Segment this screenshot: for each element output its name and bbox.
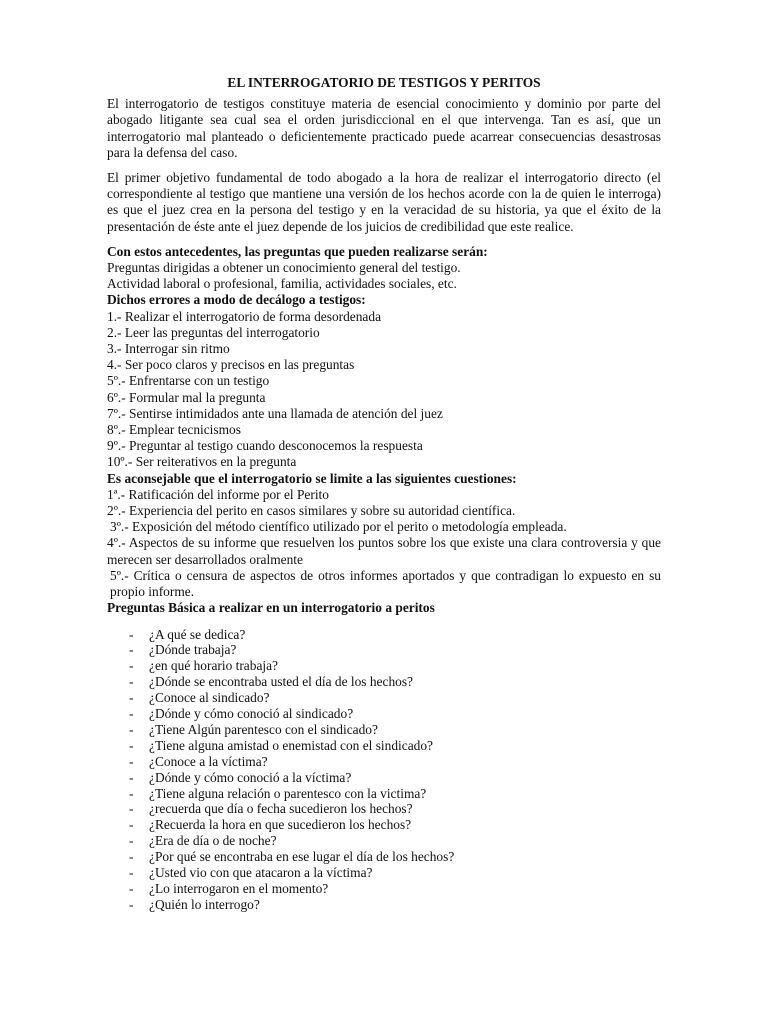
question-text: ¿Conoce al sindicado? [149, 690, 270, 706]
question-text: ¿Dónde trabaja? [149, 642, 237, 658]
question-text: ¿Dónde y cómo conoció al sindicado? [149, 706, 354, 722]
question-text: ¿A qué se dedica? [149, 626, 246, 642]
dash-bullet: - [129, 642, 134, 658]
list-item [107, 706, 661, 722]
decalogo-item: 6º.- Formular mal la pregunta [107, 389, 266, 405]
cuestion-item: 2º.- Experiencia del perito en casos similares y sobre su autoridad científica. [107, 503, 516, 519]
question-text: ¿Usted vio con que atacaron a la víctima? [149, 865, 373, 881]
list-item [107, 690, 661, 706]
document-body [107, 75, 661, 913]
dash-bullet: - [129, 881, 134, 896]
dash-bullet: - [129, 833, 134, 849]
dash-bullet: - [129, 801, 134, 817]
decalogo-item: 3.- Interrogar sin ritmo [107, 341, 230, 357]
dash-bullet: - [129, 737, 134, 753]
decalogo-heading: Dichos errores a modo de decálogo a testigos: [107, 292, 366, 308]
dash-bullet: - [129, 896, 134, 912]
list-item [107, 658, 661, 674]
list-item [107, 786, 661, 802]
list-item [107, 865, 661, 881]
decalogo-item: 1.- Realizar el interrogatorio de forma desordenada [107, 308, 382, 324]
document-title: EL INTERROGATORIO DE TESTIGOS Y PERITOS [227, 75, 541, 90]
dash-bullet: - [129, 849, 134, 865]
dash-bullet: - [129, 674, 134, 690]
question-text: ¿Tiene Algún parentesco con el sindicado? [149, 721, 378, 737]
intro-paragraph: El interrogatorio de testigos constituye materia de esencial conocimiento y dominio por parte del abogado litigante sea cual sea el orden jurisdiccional en el que intervenga. Tan es así, que un interrogatorio mal planteado o deficientemente practicado puede acarrear consecuencias desastrosas para la defensa del caso. [107, 96, 661, 160]
decalogo-item: 2.- Leer las preguntas del interrogatorio [107, 324, 320, 340]
list-item [107, 738, 661, 754]
list-item [107, 722, 661, 738]
decalogo-item: 10º.- Ser reiterativos en la pregunta [107, 454, 297, 470]
question-text: ¿Conoce a la víctima? [149, 753, 268, 769]
question-text: ¿Tiene alguna relación o parentesco con la victima? [149, 785, 427, 801]
dash-bullet: - [129, 721, 134, 737]
list-item [107, 833, 661, 849]
decalogo-item: 4.- Ser poco claros y precisos en las preguntas [107, 357, 355, 373]
question-text: ¿Tiene alguna amistad o enemistad con el sindicado? [149, 737, 433, 753]
decalogo-item: 9º.- Preguntar al testigo cuando desconocemos la respuesta [107, 438, 423, 454]
question-text: ¿Recuerda la hora en que sucedieron los hechos? [149, 817, 412, 833]
decalogo-item: 8º.- Emplear tecnicismos [107, 422, 241, 438]
question-text: ¿recuerda que día o fecha sucedieron los hechos? [149, 801, 413, 817]
dash-bullet: - [129, 769, 134, 785]
dash-bullet: - [129, 626, 134, 642]
dash-bullet: - [129, 690, 134, 706]
list-item [107, 770, 661, 786]
antecedentes-heading: Con estos antecedentes, las preguntas que pueden realizarse serán: [107, 243, 488, 259]
list-item [107, 849, 661, 865]
list-item [107, 801, 661, 817]
question-text: ¿Dónde se encontraba usted el día de los hechos? [149, 674, 413, 690]
list-item [107, 897, 661, 913]
decalogo-item: 5º.- Enfrentarse con un testigo [107, 373, 270, 389]
question-text: ¿en qué horario trabaja? [149, 658, 278, 674]
dash-bullet: - [129, 817, 134, 833]
preguntas-heading: Preguntas Básica a realizar en un interrogatorio a peritos [107, 600, 435, 616]
cuestion-item: 1ª.- Ratificación del informe por el Perito [107, 486, 329, 502]
decalogo-item: 7º.- Sentirse intimidados ante una llamada de atención del juez [107, 405, 443, 421]
list-item [107, 674, 661, 690]
question-text: ¿Lo interrogaron en el momento? [149, 881, 329, 896]
list-item [107, 817, 661, 833]
list-item [107, 642, 661, 658]
dash-bullet: - [129, 706, 134, 722]
list-item [107, 881, 661, 897]
antecedentes-line: Actividad laboral o profesional, familia, actividades sociales, etc. [107, 276, 457, 292]
dash-bullet: - [129, 658, 134, 674]
dash-bullet: - [129, 785, 134, 801]
list-item [107, 627, 661, 643]
question-list [107, 627, 661, 913]
question-text: ¿Por qué se encontraba en ese lugar el día de los hechos? [149, 849, 455, 865]
dash-bullet: - [129, 753, 134, 769]
cuestiones-heading: Es aconsejable que el interrogatorio se limite a las siguientes cuestiones: [107, 470, 517, 486]
antecedentes-line: Preguntas dirigidas a obtener un conocimiento general del testigo. [107, 260, 461, 276]
question-text: ¿Quién lo interrogo? [149, 896, 260, 912]
dash-bullet: - [129, 865, 134, 881]
question-text: ¿Era de día o de noche? [149, 833, 277, 849]
cuestion-item: 5º.- Crítica o censura de aspectos de otros informes aportados y que contradigan lo expuesto en su propio informe. [110, 567, 661, 600]
cuestion-item: 4º.- Aspectos de su informe que resuelven los puntos sobre los que existe una clara controversia y que merecen ser desarrollados oralmente [107, 535, 661, 567]
cuestion-item: 3º.- Exposición del método científico utilizado por el perito o metodología empleada. [110, 519, 567, 535]
question-text: ¿Dónde y cómo conoció a la víctima? [149, 769, 352, 785]
objective-paragraph: El primer objetivo fundamental de todo abogado a la hora de realizar el interrogatorio directo (el correspondiente al testigo que mantiene una versión de los hechos acorde con la de quien le interroga) es que el juez crea en la persona del testigo y en la veracidad de su historia, ya que el éxito de la presentación de éste ante el juez depende de los juicios de credibilidad que este realice. [107, 170, 661, 234]
list-item [107, 754, 661, 770]
